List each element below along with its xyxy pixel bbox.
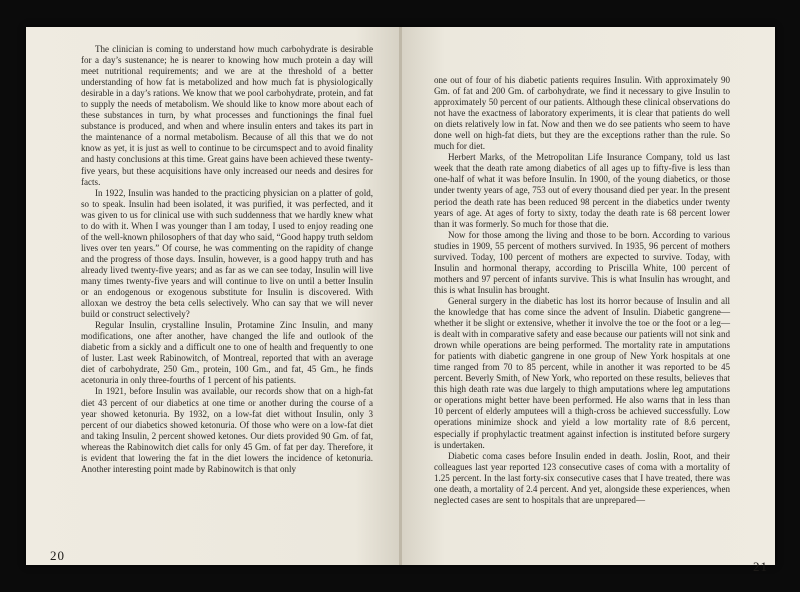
left-page: [26, 27, 400, 565]
paragraph: one out of four of his diabetic patients requires Insulin. With approximately 90 Gm. of fat and 200 Gm. of carbohydrate, we find it necessary to give Insulin to approximately 50 percent of our patients. Although these clinical observations do not have the exactness of laboratory experiments, it is clear that patients do well on diets relatively low in fat. Now and then we do see patients who seem to have done well on high-fat diets, but they are the exceptions rather than the rule. So much for diet.: [434, 75, 730, 152]
right-page: [400, 27, 775, 574]
paragraph: Diabetic coma cases before Insulin ended in death. Joslin, Root, and their colleagues last year reported 123 consecutive cases of coma with a mortality of 1.25 percent. In the last forty-six consecutive cases that I have treated, there was one death, a mortality of 2.4 percent. And yet, alongside these experiences, when neglected cases are sent to hospitals that are unprepared—: [434, 450, 730, 505]
paragraph: The clinician is coming to understand how much carbohydrate is desirable for a day’s sustenance; he is nearer to knowing how much protein a day will meet nutritional requirements; and we are at the threshold of a better understanding of how fat is metabolized and how much fat is physiologically desirable in a day’s rations. We know that we pool carbohydrate, protein, and fat to supply the needs of metabolism. We should like to know more about each of these substances in turn, by what processes and functionings the final fuel substance is produced, and when and where insulin enters and takes its part in the maintenance of a normal metabolism. Because of all this that we do not know as yet, it is just as well to continue to be circumspect and to avoid finality and hasty conclusions at this time. Great gains have been achieved these twenty-five years, but these acquisitions have only increased our needs and desires for facts.: [81, 44, 373, 187]
paragraph: Now for those among the living and those to be born. According to various studies in 1909, 55 percent of mothers survived. In 1935, 96 percent of mothers survived. Today, 100 percent of mothers are expected to survive. Today, with Insulin and hormonal therapy, according to Priscilla White, 100 percent of mothers and 97 percent of infants survive. This is what Insulin has wrought, and this is what Insulin has brought.: [434, 229, 730, 295]
paragraph: Herbert Marks, of the Metropolitan Life Insurance Company, told us last week that the death rate among diabetics of all ages up to fifty-five is less than one-half of what it was before Insulin. In 1900, of the young diabetics, or those under twenty years of age, 753 out of every thousand died per year. In the present period the death rate has been reduced 98 percent in the diabetics under twenty years of age. At ages of forty to sixty, today the death rate is 68 percent lower than it was formerly. So much for those that die.: [434, 152, 730, 229]
paragraph: In 1922, Insulin was handed to the practicing physician on a platter of gold, so to speak. Insulin had been isolated, it was purified, it was perfected, and it was given to us for clinical use with such suddenness that we hardly knew what to do with it. When I was younger than I am today, I used to enjoy reading one of the well-known philosophers of that day who said, “Good happy truth seldom lives over ten years.” Of course, he was commenting on the rapidity of change and the progress of those days. Insulin, however, is a good happy truth and has already lived twenty-five years; and as far as we can see today, Insulin will live many times twenty-five years and will continue to live on until a better Insulin or an endogenous or exogenous substitute for Insulin is discovered. With alloxan we destroy the beta cells selectively. Who can say that we will never build or construct selectively?: [81, 187, 373, 320]
paragraph: In 1921, before Insulin was available, our records show that on a high-fat diet 43 percent of our diabetics at one time or another during the course of a year showed ketonuria. By 1932, on a low-fat diet without Insulin, only 3 percent of our diabetics showed ketonuria. Of those who were on a low-fat diet and taking Insulin, 2 percent showed ketones. Our diets provided 90 Gm. of fat, whereas the Rabinowitch diet calls for only 45 Gm. of fat per day. Therefore, it is evident that lowering the fat in the diet lowers the incidence of ketonuria. Another interesting point made by Rabinowitch is that only: [81, 386, 373, 474]
page-number-right: 21: [753, 559, 768, 574]
right-page-text: [434, 75, 730, 506]
page-number-left: 20: [50, 548, 65, 563]
book-spread: [26, 27, 775, 574]
paragraph: Regular Insulin, crystalline Insulin, Protamine Zinc Insulin, and many modifications, one after another, have changed the life and outlook of the diabetic from a sickly and a difficult one to one of health and frequently to one of luster. Last week Rabinowitch, of Montreal, reported that with an average diet of carbohydrate, 250 Gm., protein, 100 Gm., and fat, 45 Gm., he finds acetonuria in only three-fourths of 1 percent of his patients.: [81, 320, 373, 386]
paragraph: General surgery in the diabetic has lost its horror because of Insulin and all the knowledge that has come since the advent of Insulin. Diabetic gangrene—whether it be slight or extensive, whether it involve the toe or the foot or a leg—is dealt with in comparative safety and ease because our patients will not sink and drown while operations are being performed. The mortality rate in amputations for patients with diabetic gangrene in one group of New York hospitals at one time ranged from 70 to 85 percent, while in another it was reported to be 45 percent. Beverly Smith, of New York, who reported on these results, believes that this high death rate was due largely to thigh amputations where leg amputations or operations might better have been performed. He also warns that in less than 10 percent of elderly amputees will a thigh-cross be achieved successfully. Low operations minimize shock and yield a low mortality rate of 8.6 percent, especially if prophylactic treatment against infection is instituted before surgery is undertaken.: [434, 295, 730, 450]
book-gutter: [399, 27, 402, 565]
left-page-text: [81, 44, 373, 475]
